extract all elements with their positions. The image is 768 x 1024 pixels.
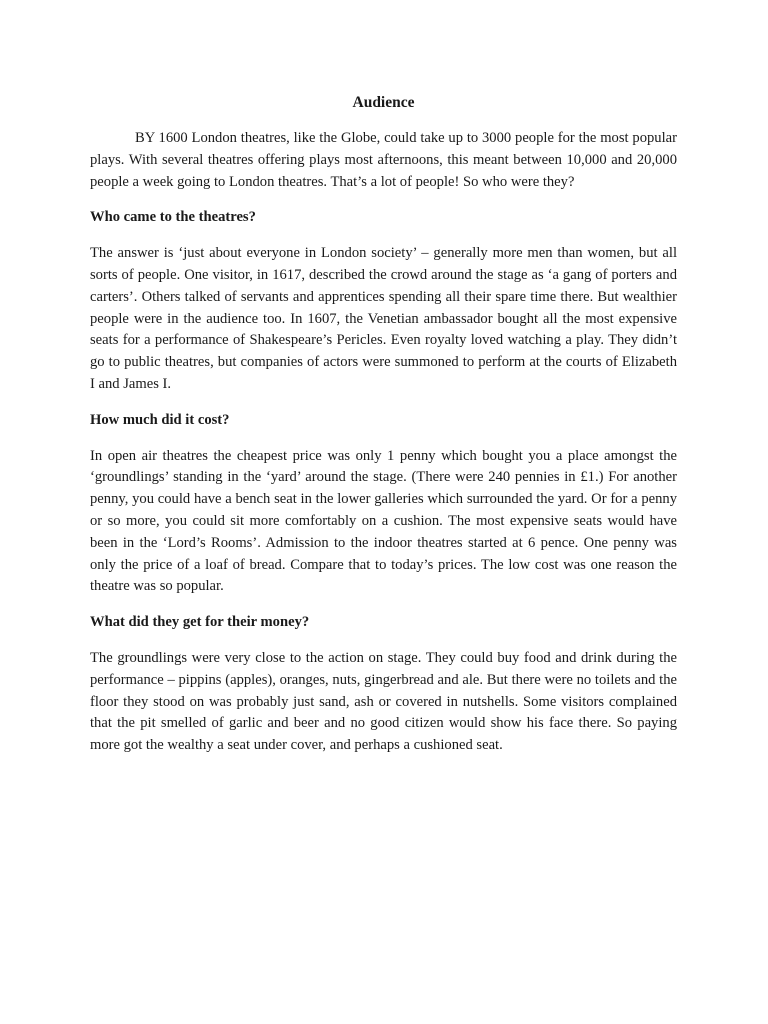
section-body: The answer is ‘just about everyone in London society’ – generally more men than women, but all sorts of people. One visitor, in 1617, described the crowd around the stage as ‘a gang of porters and carters’. Others talked of servants and apprentices spending all their spare time there. But wealthier people were in the audience too. In 1607, the Venetian ambassador bought all the most expensive seats for a performance of Shakespeare’s Pericles. Even royalty loved watching a play. They didn’t go to public theatres, but companies of actors were summoned to perform at the courts of Elizabeth I and James I. xyxy=(90,245,677,392)
document-title: Audience xyxy=(352,94,415,111)
section-value xyxy=(90,612,677,757)
section-body: The groundlings were very close to the action on stage. They could buy food and drink during the performance – pippins (apples), oranges, nuts, gingerbread and ale. But there were no toilets and the floor they stood on was probably just sand, ash or covered in nutshells. Some visitors complained that the pit smelled of garlic and beer and no good citizen would show his face there. So paying more got the wealthy a seat under cover, and perhaps a cushioned seat. xyxy=(90,649,677,754)
section-heading: Who came to the theatres? xyxy=(90,209,256,226)
document-page xyxy=(90,92,677,757)
section-heading: What did they get for their money? xyxy=(90,614,310,631)
intro-paragraph: BY 1600 London theatres, like the Globe, could take up to 3000 people for the most popular plays. With several theatres offering plays most afternoons, this meant between 10,000 and 20,000 people a week going to London theatres. That’s a lot of people! So who were they? xyxy=(90,130,677,190)
section-who-came xyxy=(90,207,677,395)
section-body: In open air theatres the cheapest price was only 1 penny which bought you a place amongst the ‘groundlings’ standing in the ‘yard’ around the stage. (There were 240 pennies in £1.) For another penny, you could have a bench seat in the lower galleries which surrounded the yard. Or for a penny or so more, you could sit more comfortably on a cushion. The most expensive seats would have been in the ‘Lord’s Rooms’. Admission to the indoor theatres started at 6 pence. One penny was only the price of a loaf of bread. Compare that to today’s prices. The low cost was one reason the theatre was so popular. xyxy=(90,447,677,595)
section-cost xyxy=(90,410,677,598)
section-heading: How much did it cost? xyxy=(90,411,230,428)
